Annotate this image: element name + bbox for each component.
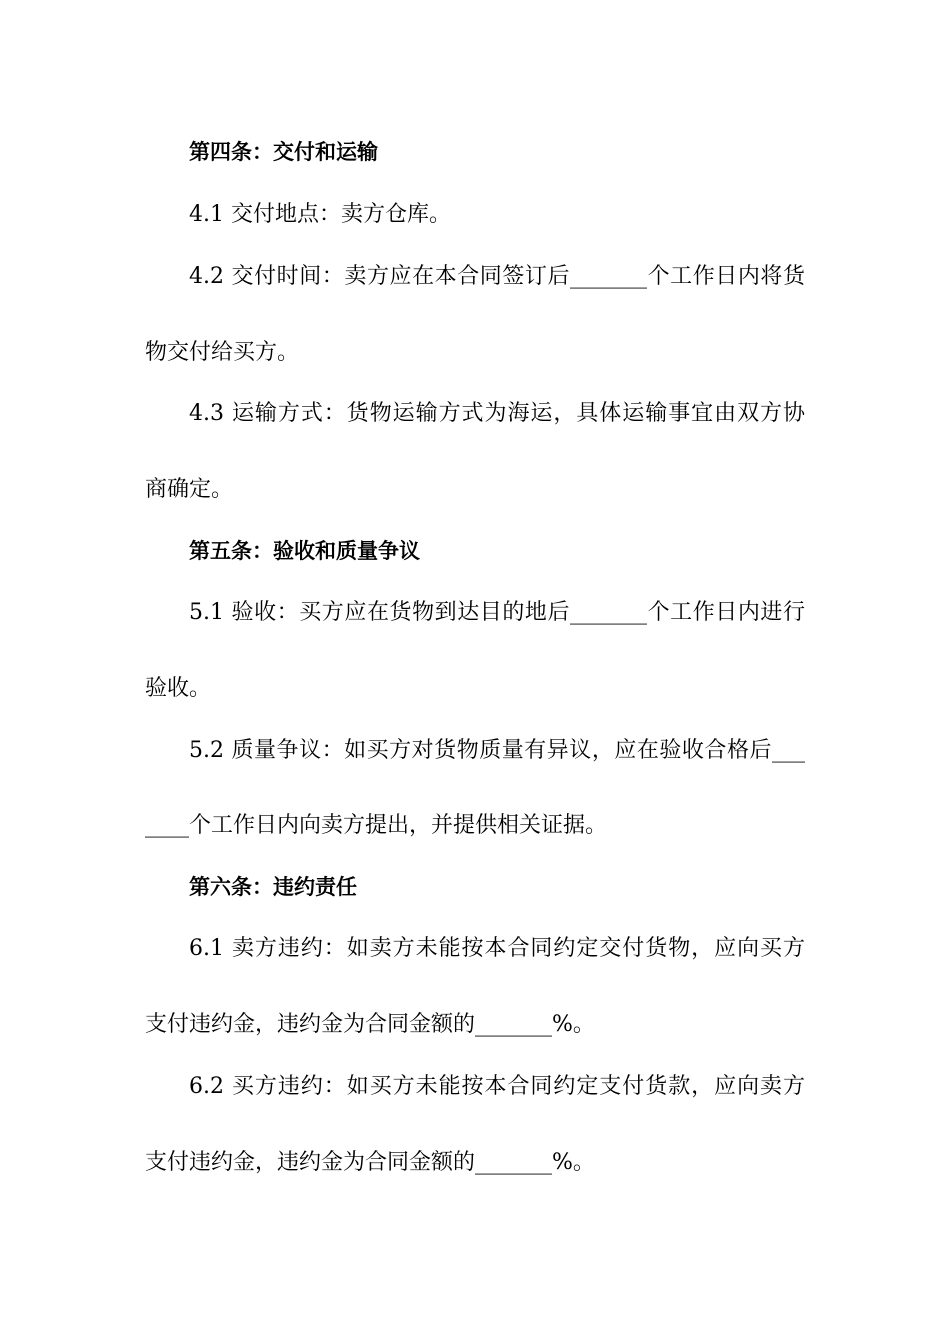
clause-5-2-line-2: ____个工作日内向卖方提出，并提供相关证据。 bbox=[145, 813, 608, 838]
clause-6-2-line-2: 支付违约金，违约金为合同金额的_______%。 bbox=[145, 1150, 595, 1175]
clause-4-2-line-2: 物交付给买方。 bbox=[145, 340, 300, 365]
clause-4-3-line-1: 4.3 运输方式：货物运输方式为海运，具体运输事宜由双方协 bbox=[189, 401, 805, 426]
clause-4-1: 4.1 交付地点：卖方仓库。 bbox=[189, 202, 451, 227]
clause-4-3-line-2: 商确定。 bbox=[145, 477, 234, 502]
clause-6-1-line-2: 支付违约金，违约金为合同金额的_______%。 bbox=[145, 1012, 595, 1037]
clause-6-2-line-1: 6.2 买方违约：如买方未能按本合同约定支付货款，应向卖方 bbox=[189, 1074, 805, 1099]
section-4-heading: 第四条：交付和运输 bbox=[189, 140, 378, 164]
clause-4-2-line-1: 4.2 交付时间：卖方应在本合同签订后_______个工作日内将货 bbox=[189, 264, 805, 289]
clause-5-1-line-2: 验收。 bbox=[145, 676, 212, 701]
clause-5-1-line-1: 5.1 验收：买方应在货物到达目的地后_______个工作日内进行 bbox=[189, 600, 805, 625]
clause-5-2-line-1: 5.2 质量争议：如买方对货物质量有异议，应在验收合格后___ bbox=[189, 738, 805, 763]
section-6-heading: 第六条：违约责任 bbox=[189, 875, 357, 899]
clause-6-1-line-1: 6.1 卖方违约：如卖方未能按本合同约定交付货物，应向买方 bbox=[189, 936, 805, 961]
section-5-heading: 第五条：验收和质量争议 bbox=[189, 539, 420, 563]
